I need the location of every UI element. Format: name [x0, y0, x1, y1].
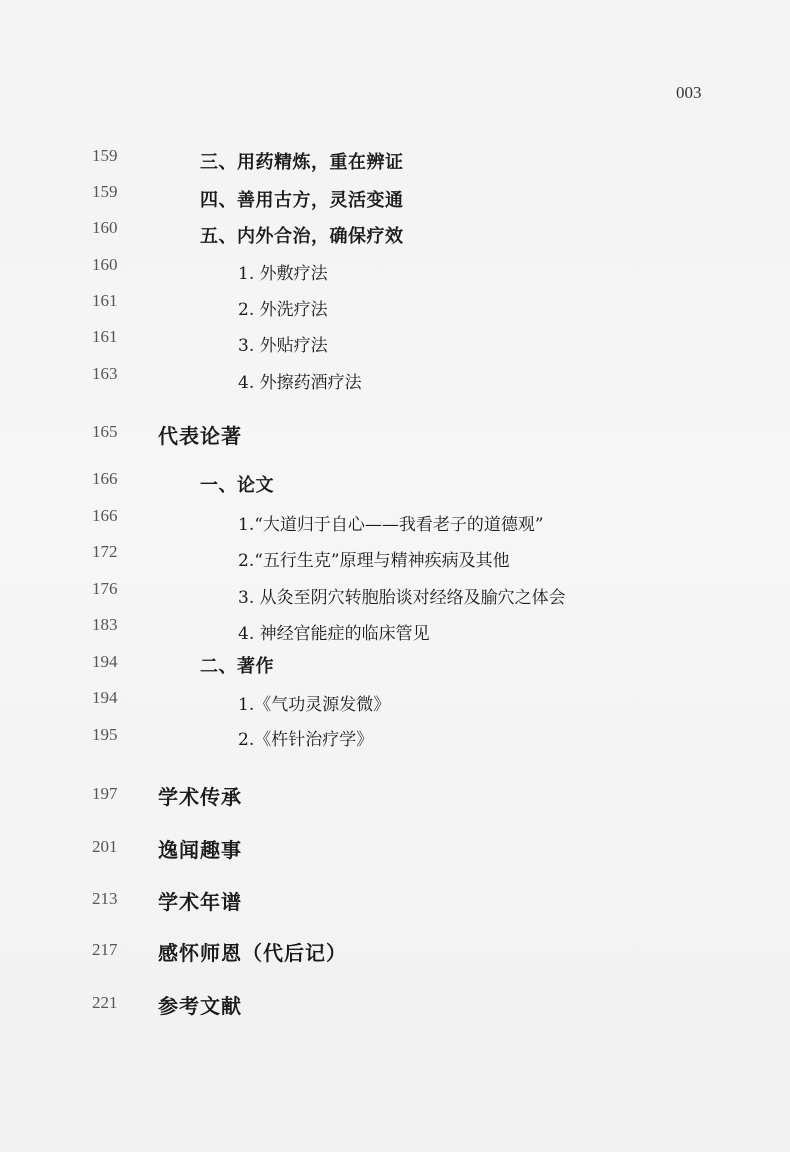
toc-page-number: 166: [92, 469, 118, 488]
toc-title: 逸闻趣事: [158, 838, 242, 862]
toc-page-number: 161: [92, 291, 118, 310]
toc-page-number: 201: [92, 837, 118, 856]
toc-page-number: 183: [92, 615, 118, 634]
toc-entry[interactable]: [0, 781, 790, 811]
toc-title: 学术年谱: [158, 890, 242, 914]
toc-title: 四、善用古方，灵活变通: [200, 190, 404, 211]
toc-entry[interactable]: [0, 834, 790, 864]
toc-title: 2.“五行生克”原理与精神疾病及其他: [238, 551, 510, 571]
toc-entry[interactable]: [0, 615, 790, 645]
toc-page-number: 194: [92, 688, 118, 707]
toc-page-number: 159: [92, 146, 118, 165]
toc-title: 1.《气功灵源发微》: [238, 695, 391, 715]
toc-title: 参考文献: [158, 994, 242, 1018]
toc-page-number: 221: [92, 993, 118, 1012]
toc-entry[interactable]: [0, 182, 790, 212]
toc-title: 2.《杵针治疗学》: [238, 730, 374, 750]
toc-title: 1.“大道归于自心——我看老子的道德观”: [238, 515, 544, 535]
toc-entry[interactable]: [0, 255, 790, 285]
toc-entry[interactable]: [0, 579, 790, 609]
toc-title: 3. 从灸至阴穴转胞胎谈对经络及腧穴之体会: [238, 588, 566, 608]
toc-entry[interactable]: [0, 937, 790, 967]
toc-entry[interactable]: [0, 469, 790, 499]
toc-entry[interactable]: [0, 291, 790, 321]
toc-page-number: 176: [92, 579, 118, 598]
toc-page-number: 166: [92, 506, 118, 525]
toc-title: 感怀师恩（代后记）: [158, 941, 347, 965]
toc-page-number: 197: [92, 784, 118, 803]
toc-page-number: 160: [92, 218, 118, 237]
toc-title: 4. 外擦药酒疗法: [238, 373, 362, 393]
toc-title: 五、内外合治，确保疗效: [200, 226, 404, 247]
toc-entry[interactable]: [0, 886, 790, 916]
toc-title: 二、著作: [200, 656, 274, 677]
toc-title: 4. 神经官能症的临床管见: [238, 624, 430, 644]
toc-page-number: 159: [92, 182, 118, 201]
toc-page-number: 213: [92, 889, 118, 908]
toc-page-number: 161: [92, 327, 118, 346]
toc-entry[interactable]: [0, 725, 790, 755]
toc-title: 一、论文: [200, 475, 274, 496]
toc-entry[interactable]: [0, 146, 790, 176]
toc-entry[interactable]: [0, 420, 790, 450]
toc-page-number: 172: [92, 542, 118, 561]
toc-entry[interactable]: [0, 506, 790, 536]
toc-page-number: 194: [92, 652, 118, 671]
toc-entry[interactable]: [0, 990, 790, 1020]
toc-title: 2. 外洗疗法: [238, 300, 328, 320]
toc-title: 3. 外贴疗法: [238, 336, 328, 356]
toc-entry[interactable]: [0, 218, 790, 248]
toc-title: 学术传承: [158, 785, 242, 809]
toc-entry[interactable]: [0, 327, 790, 357]
toc-entry[interactable]: [0, 364, 790, 394]
toc-entry[interactable]: [0, 652, 790, 682]
toc-title: 三、用药精炼，重在辨证: [200, 152, 404, 173]
page-number: 003: [676, 83, 702, 102]
toc-entry[interactable]: [0, 542, 790, 572]
toc-title: 1. 外敷疗法: [238, 264, 328, 284]
toc-page-number: 165: [92, 422, 118, 441]
toc-page-number: 160: [92, 255, 118, 274]
toc-page-number: 217: [92, 940, 118, 959]
toc-page-number: 163: [92, 364, 118, 383]
toc-title: 代表论著: [158, 424, 242, 448]
toc-entry[interactable]: [0, 688, 790, 718]
toc-page-number: 195: [92, 725, 118, 744]
